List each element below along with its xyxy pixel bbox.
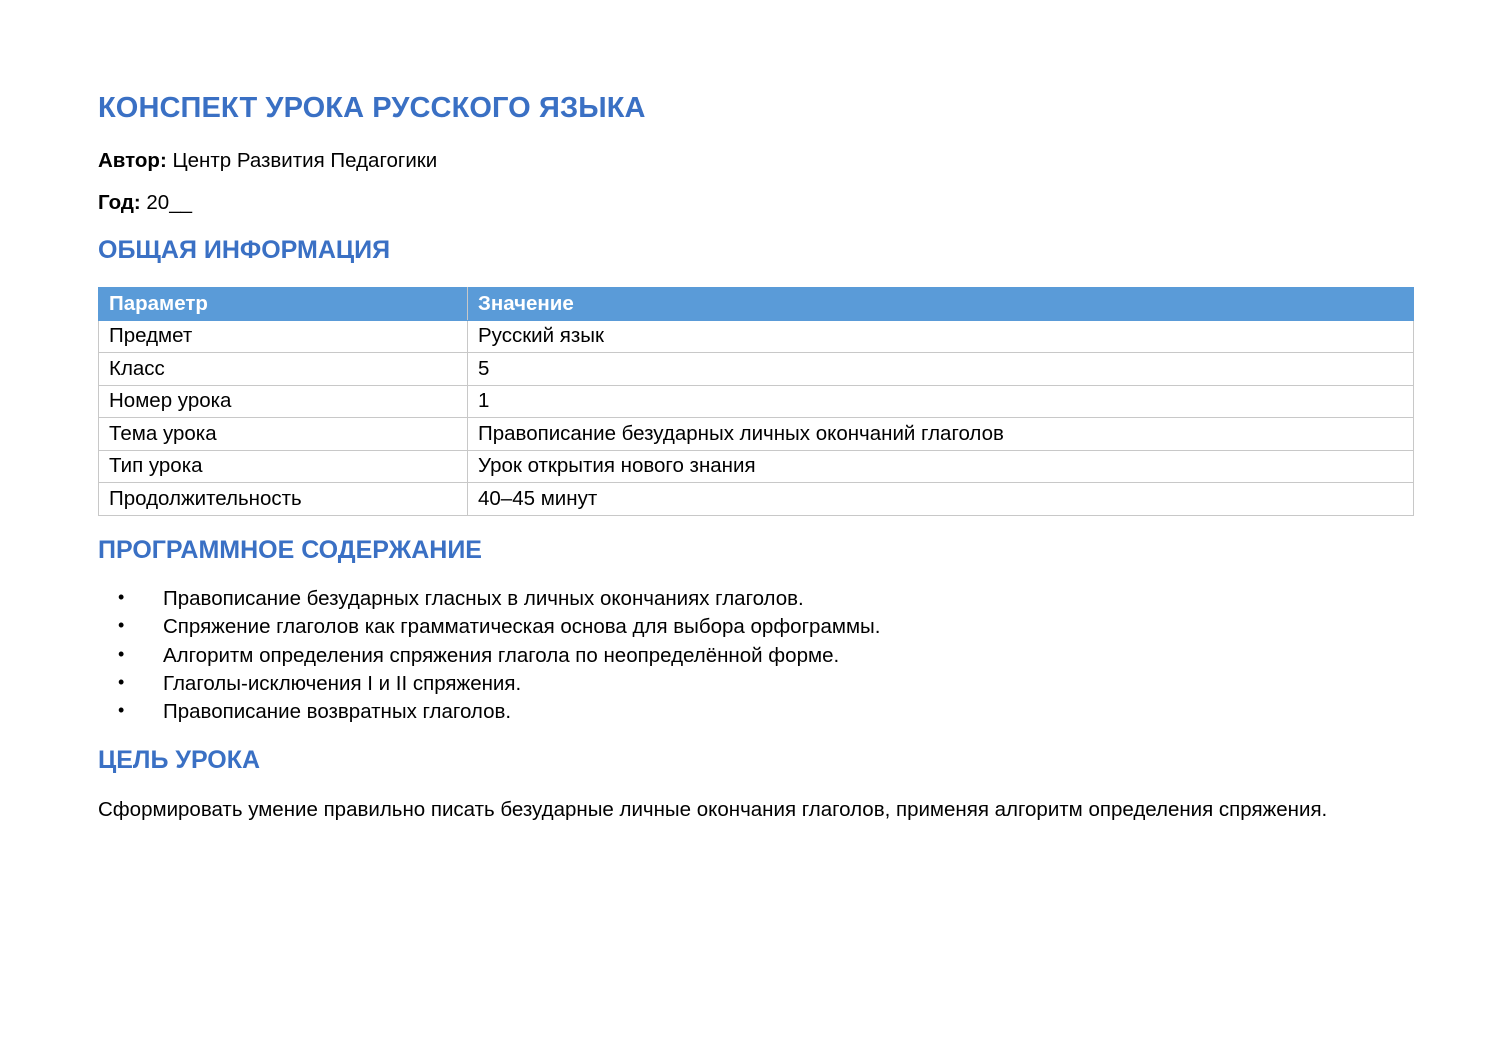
table-row <box>99 418 1414 451</box>
table-row <box>99 483 1414 516</box>
year-line <box>98 191 192 215</box>
goal-text: Сформировать умение правильно писать безударные личные окончания глаголов, применяя алгоритм определения спряжения. <box>98 798 1328 821</box>
table-cell-parameter: Тема урока <box>99 418 468 451</box>
bullet-icon: • <box>118 643 125 664</box>
section-heading-goal: ЦЕЛЬ УРОКА <box>98 746 261 774</box>
column-header-parameter: Параметр <box>99 288 468 321</box>
table-row <box>99 450 1414 483</box>
table-cell-value: Урок открытия нового знания <box>468 450 1414 483</box>
list-item <box>98 615 880 643</box>
list-item <box>98 587 880 615</box>
list-item <box>98 672 880 700</box>
table-cell-value: Правописание безударных личных окончаний глаголов <box>468 418 1414 451</box>
author-label: Автор: <box>98 149 167 172</box>
table-cell-value: 40–45 минут <box>468 483 1414 516</box>
table-cell-value: 1 <box>468 385 1414 418</box>
list-item-text: Алгоритм определения спряжения глагола по неопределённой форме. <box>163 643 840 667</box>
table-cell-parameter: Тип урока <box>99 450 468 483</box>
list-item <box>98 700 880 728</box>
table-cell-value: 5 <box>468 353 1414 386</box>
list-item-text: Правописание возвратных глаголов. <box>163 700 512 724</box>
program-list <box>98 587 880 728</box>
author-line <box>98 149 437 173</box>
table-cell-value: Русский язык <box>468 320 1414 353</box>
list-item-text: Глаголы-исключения I и II спряжения. <box>163 671 522 695</box>
bullet-icon: • <box>118 700 125 721</box>
section-heading-program: ПРОГРАММНОЕ СОДЕРЖАНИЕ <box>98 536 482 564</box>
table-row <box>99 385 1414 418</box>
year-value: 20__ <box>146 191 193 214</box>
year-label: Год: <box>98 191 141 214</box>
author-value: Центр Развития Педагогики <box>172 149 438 172</box>
table-cell-parameter: Продолжительность <box>99 483 468 516</box>
table-cell-parameter: Предмет <box>99 320 468 353</box>
table-row <box>99 353 1414 386</box>
list-item-text: Спряжение глаголов как грамматическая основа для выбора орфограммы. <box>163 615 881 639</box>
table-cell-parameter: Класс <box>99 353 468 386</box>
general-info-table <box>98 287 1414 516</box>
section-heading-general: ОБЩАЯ ИНФОРМАЦИЯ <box>98 236 391 264</box>
bullet-icon: • <box>118 671 125 692</box>
column-header-value: Значение <box>468 288 1414 321</box>
bullet-icon: • <box>118 587 125 607</box>
bullet-icon: • <box>118 615 125 636</box>
list-item <box>98 644 880 672</box>
table-header-row <box>99 288 1414 321</box>
document-title: КОНСПЕКТ УРОКА РУССКОГО ЯЗЫКА <box>98 92 646 124</box>
table-cell-parameter: Номер урока <box>99 385 468 418</box>
list-item-text: Правописание безударных гласных в личных окончаниях глаголов. <box>163 587 804 610</box>
table-row <box>99 320 1414 353</box>
